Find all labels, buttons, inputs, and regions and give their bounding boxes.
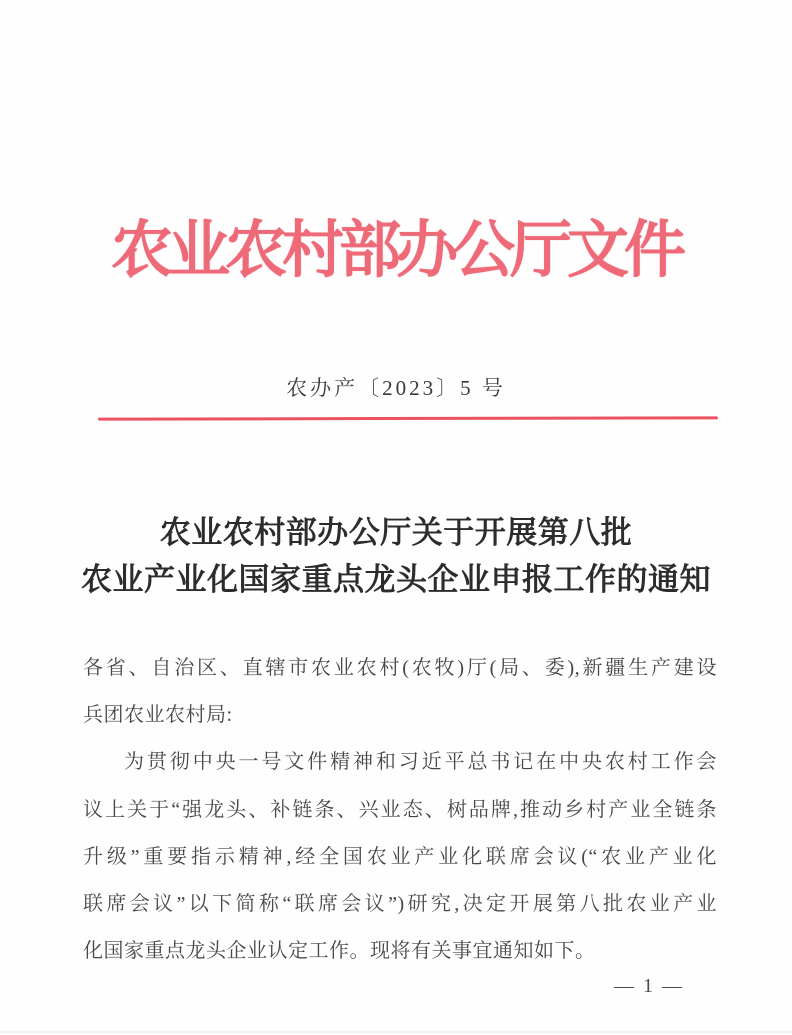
body-line-paragraph-2: 议上关于“强龙头、补链条、兴业态、树品牌,推动乡村产业全链条 [83, 798, 717, 821]
document-title [0, 509, 792, 603]
scan-edge-artifact [0, 1031, 792, 1033]
document-title-line-1: 农业农村部办公厅关于开展第八批 [159, 515, 633, 550]
red-divider-line [98, 416, 718, 420]
body-line-paragraph-5: 化国家重点龙头企业认定工作。现将有关事宜通知如下。 [83, 940, 596, 963]
body-line-paragraph-1: 为贯彻中央一号文件精神和习近平总书记在中央农村工作会 [124, 751, 717, 774]
page-number: — 1 — [614, 975, 684, 997]
body-line-recipients-2: 兵团农业农村局: [83, 704, 233, 727]
letterhead-title: 农业农村部办公厅文件 [110, 217, 681, 285]
document-body [83, 645, 717, 975]
body-line-paragraph-4: 联席会议”以下简称“联席会议”)研究,决定开展第八批农业产业 [83, 893, 717, 916]
body-line-paragraph-3: 升级”重要指示精神,经全国农业产业化联席会议(“农业产业化 [83, 845, 717, 868]
document-number: 农办产〔2023〕5 号 [286, 376, 506, 400]
document-title-line-2: 农业产业化国家重点龙头企业申报工作的通知 [81, 562, 711, 597]
body-line-recipients-1: 各省、自治区、直辖市农业农村(农牧)厅(局、委),新疆生产建设 [83, 657, 717, 679]
